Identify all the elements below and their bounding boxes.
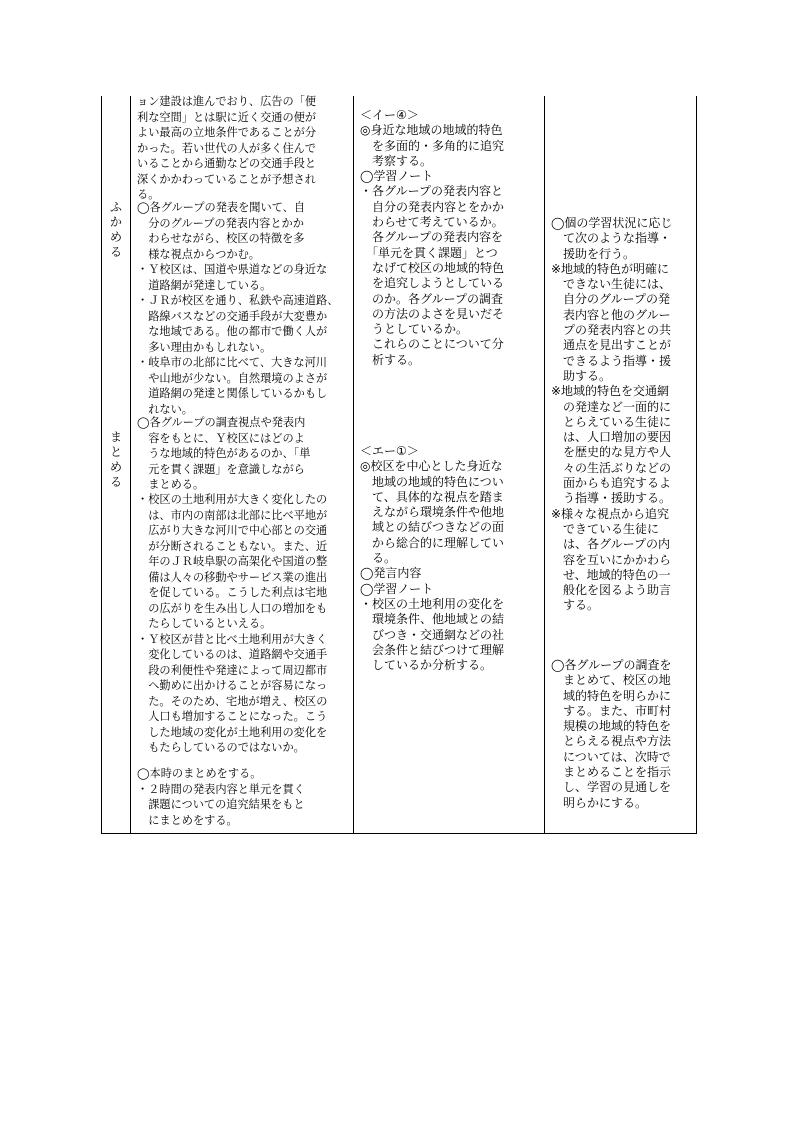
text-line: いることから通勤などの交通手段と [137, 157, 317, 170]
text-line: ◯個の学習状況に応じ [551, 216, 673, 230]
text-line: を歴史的な見方や人 [551, 445, 672, 460]
text-line: については、次時で [551, 749, 671, 764]
evaluation-text-block [360, 108, 504, 368]
text-line: ◯発言内容 [360, 566, 422, 581]
text-line: や山地が少ない。自然環境のよさが [137, 371, 328, 385]
text-line: 道路網が発達している。 [137, 278, 272, 292]
activity-text-block [137, 262, 338, 417]
stage-label-fukameru: ふ か め る [109, 200, 122, 259]
text-line: の広がりを生み出し人口の増加をも [137, 601, 328, 615]
text-line: 考察する。 [360, 153, 433, 168]
text-line: 多い理由かもしれない。 [137, 340, 272, 354]
text-line: を促している。こうした利点は宅地 [137, 586, 328, 599]
column-divider [130, 96, 131, 833]
text-line: ・岐阜市の北部に比べて、大きな河川 [137, 356, 327, 369]
text-line: ◯学習ノート [360, 169, 434, 184]
text-line: う指導・援助する。 [551, 491, 672, 506]
guidance-text-block [551, 216, 672, 614]
text-line: 「単元を貫く課題」とつ [360, 245, 498, 260]
text-line: ◯各グループの調査視点や発表内 [137, 416, 306, 429]
text-line: 会条件と結びつけて理解 [360, 642, 505, 657]
text-line: 分のグループの発表内容とかか [137, 216, 304, 230]
text-line: とらえている生徒に [551, 414, 672, 429]
lesson-plan-table [101, 96, 697, 834]
text-line: する。また、市町村 [551, 703, 672, 718]
text-line: かった。若い世代の人が多く住んで [137, 141, 317, 155]
text-line: 自分のグループの発 [551, 292, 671, 307]
text-line: たらしているといえる。 [137, 617, 272, 630]
text-line: ・校区の土地利用の変化を [360, 596, 505, 611]
text-line: できない生徒には、 [551, 277, 672, 292]
text-line: 利な空間」とは駅に近く交通の便が [137, 110, 317, 124]
text-line: した地域の変化が土地利用の変化を [137, 725, 328, 739]
text-line: ◎身近な地域の地域的特色 [360, 123, 503, 138]
text-line: よい最高の立地条件であることが分 [137, 126, 317, 139]
text-line: 域との結びつきなどの面 [360, 520, 505, 535]
text-line: 各グループの発表内容を [360, 230, 504, 245]
text-line: は、人口増加の要因 [551, 430, 672, 445]
text-line: とらえる視点や方法 [551, 734, 672, 749]
text-line: 析する。 [360, 352, 421, 367]
text-line: えながら環境条件や他地 [360, 505, 505, 520]
text-line: ョン建設は進んでおり、広告の「便 [137, 95, 317, 108]
text-line: 人口も増加することになった。こう [137, 710, 328, 723]
activity-text-block [137, 492, 327, 756]
text-line: た。そのため、宅地が増え、校区の [137, 694, 328, 708]
text-line: 課題についての追究結果をもと [137, 798, 305, 811]
text-line: ・各グループの発表内容と [360, 184, 504, 199]
text-line: 助する。 [551, 368, 612, 383]
text-line: まとめる。 [137, 478, 205, 491]
text-line: にまとめをする。 [137, 813, 238, 827]
text-line: ・ＪＲが校区を通り、私鉄や高速道路、 [137, 294, 339, 307]
text-line: ＜エー①＞ [360, 444, 419, 458]
text-line: 般化を図るよう助言 [551, 583, 672, 598]
text-line: びつき・交通網などの社 [360, 627, 505, 642]
activity-text-block [137, 415, 310, 493]
text-line: 々の生活ぶりなどの [551, 460, 672, 475]
text-line: 面からも追究するよ [551, 476, 672, 491]
text-line: ◯学習ノート [360, 581, 434, 596]
text-line: を追究しようとしている [360, 276, 505, 291]
text-line: まとめることを指示 [551, 765, 672, 780]
text-line: ・Ｙ校区が昔と比べ土地利用が大きく [137, 632, 328, 646]
text-line: な地域である。他の都市で働く人が [137, 325, 328, 338]
text-line: これらのことについて分 [360, 337, 504, 352]
text-line: ◯各グループの発表を聞いて、自 [137, 201, 306, 214]
text-line: なげて校区の地域的特色 [360, 260, 505, 275]
text-line: 援助を行う。 [551, 246, 636, 261]
column-divider [353, 96, 354, 833]
text-line: を多面的・多角的に追究 [360, 138, 505, 153]
text-line: 段の利便性や発達によって周辺都市 [137, 663, 328, 677]
text-line: は、市内の南部は北部に比べ平地が [137, 508, 328, 522]
text-line: もたらしているのではないか。 [137, 741, 305, 754]
text-line: わらせて考えているか。 [360, 215, 504, 230]
text-line: プの発表内容との共 [551, 323, 672, 338]
text-line: ◯各グループの調査を [551, 658, 672, 672]
text-line: の発達など一面的に [551, 399, 672, 414]
text-line: 規模の地域的特色を [551, 719, 672, 734]
text-line: ＜イー④＞ [360, 108, 419, 122]
text-line: ※地域的特色が明確に [551, 261, 670, 276]
text-line: 備は人々の移動やサービス業の進出 [137, 570, 328, 584]
text-line: うとしているか。 [360, 322, 469, 337]
activity-text-block [137, 766, 305, 828]
text-line: しているか分析する。 [360, 658, 493, 673]
text-line: する。 [551, 598, 600, 613]
activity-text-block [137, 94, 316, 203]
text-line: まとめて、校区の地 [551, 673, 671, 688]
text-line: わらせながら、校区の特徴を多 [137, 232, 305, 245]
text-line: ◯本時のまとめをする。 [137, 767, 262, 780]
text-line: できている生徒に [551, 521, 660, 536]
text-line: ※地域的特色を交通網 [551, 384, 670, 399]
text-line: 路線バスなどの交通手段が大変豊か [137, 309, 328, 323]
text-line: ・２時間の発表内容と単元を貫く [137, 782, 305, 796]
text-line: 表内容と他のグルー [551, 307, 671, 322]
text-line: 変化しているのは、道路網や交通手 [137, 648, 328, 661]
text-line: 広がり大きな河川で中心部との交通 [137, 524, 328, 537]
text-line: 地域の地域的特色につい [360, 474, 504, 489]
text-line: ◎校区を中心とした身近な [360, 459, 503, 474]
text-line: し、学習の見通しを [551, 780, 672, 795]
activity-text-block [137, 200, 305, 262]
text-line: できるよう指導・援 [551, 353, 672, 368]
text-line: て、具体的な視点を踏ま [360, 489, 504, 504]
text-line: うな地域的特色があるのか、「単 [137, 447, 311, 460]
text-line: 年のＪＲ岐阜駅の高架化や国道の整 [137, 555, 328, 568]
text-line: る。 [360, 551, 397, 566]
text-line: 容を互いにかかわら [551, 552, 672, 567]
text-line: 域的特色を明らかに [551, 688, 672, 703]
text-line: ※様々な視点から追究 [551, 506, 670, 521]
text-line: 通点を見出すことが [551, 338, 672, 353]
text-line: 明らかにする。 [551, 795, 648, 810]
text-line: から総合的に理解してい [360, 535, 505, 550]
text-line: ・Ｙ校区は、国道や県道などの身近な [137, 263, 328, 276]
stage-label-matomeru: ま と め る [109, 430, 122, 489]
text-line: ・校区の土地利用が大きく変化したの [137, 493, 328, 506]
text-line: 自分の発表内容とをかか [360, 199, 505, 214]
column-divider [544, 96, 545, 833]
text-line: 様な視点からつかむ。 [137, 247, 260, 261]
text-line: 環境条件、他地域との結 [360, 612, 505, 627]
text-line: 容をもとに、Ｙ校区にはどのよ [137, 431, 305, 445]
text-line: は、各グループの内 [551, 537, 671, 552]
text-line: のか。各グループの調査 [360, 291, 504, 306]
text-line: れない。 [137, 402, 193, 416]
text-line: の方法のよさを見いだそ [360, 306, 505, 321]
guidance-text-block [551, 658, 671, 811]
text-line: へ勤めに出かけることが容易になっ [137, 679, 328, 692]
text-line: て次のような指導・ [551, 231, 672, 246]
text-line: 道路網の発達と関係しているかもし [137, 387, 328, 400]
text-line: が分断されることもない。また、近 [137, 539, 328, 553]
text-line: 元を貫く課題」を意識しながら [137, 462, 305, 476]
text-line: せ、地域的特色の一 [551, 567, 671, 582]
text-line: る。 [137, 188, 160, 201]
text-line: 深くかかわっていることが予想され [137, 172, 316, 186]
evaluation-text-block [360, 444, 504, 673]
